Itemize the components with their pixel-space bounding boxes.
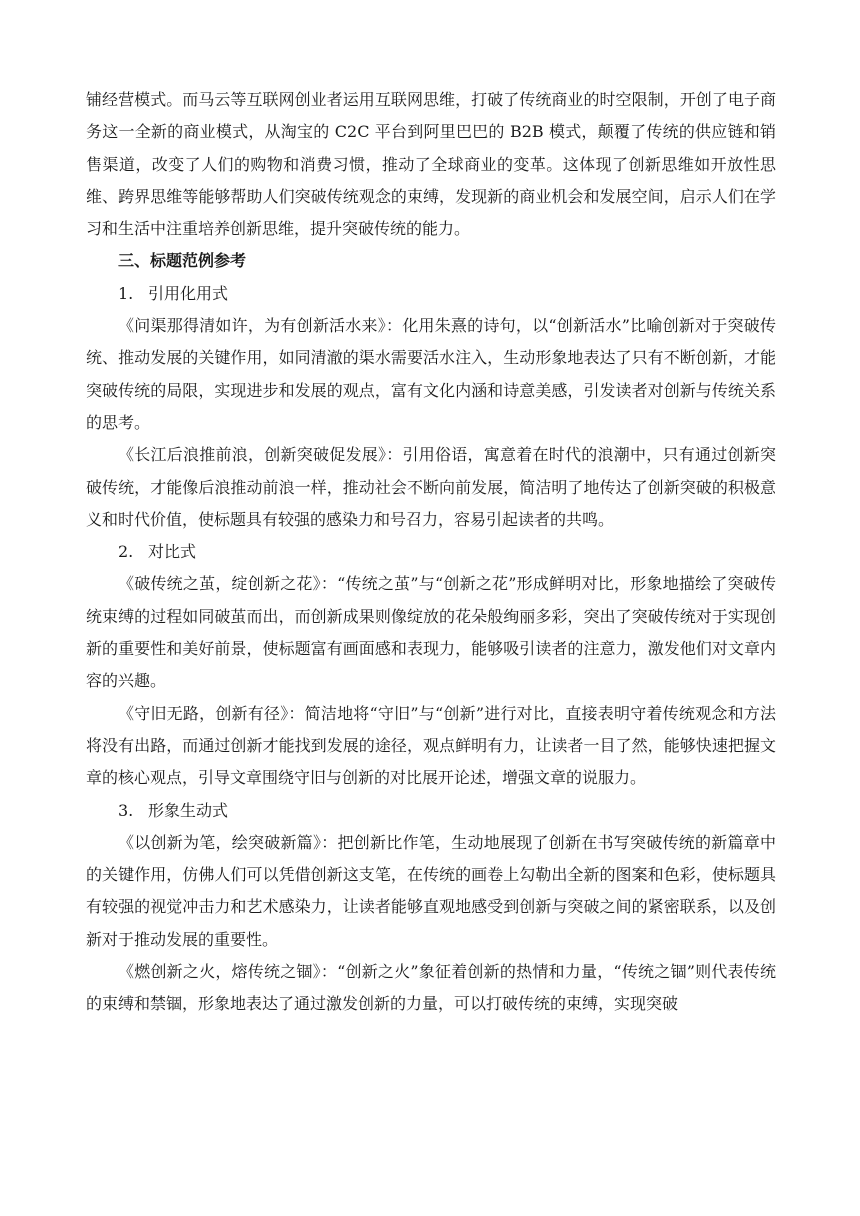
paragraph: 《燃创新之火，熔传统之锢》：“创新之火”象征着创新的热情和力量，“传统之锢”则代表传统的束缚和禁锢，形象地表达了通过激发创新的力量，可以打破传统的束缚，实现突破	[86, 962, 776, 1014]
document-page	[86, 84, 776, 1021]
subsection-title: 引用化用式	[148, 283, 229, 303]
subsection-number: 1.	[118, 283, 134, 303]
paragraph: 《问渠那得清如许，为有创新活水来》：化用朱熹的诗句，以“创新活水”比喻创新对于突破传统、推动发展的关键作用，如同清澈的渠水需要活水注入，生动形象地表达了只有不断创新，才能突破传统的局限，实现进步和发展的观点，富有文化内涵和诗意美感，引发读者对创新与传统关系的思考。	[86, 316, 776, 432]
section-heading: 三、标题范例参考	[118, 251, 247, 271]
subsection-heading	[86, 536, 776, 568]
subsection-title: 对比式	[148, 542, 197, 562]
paragraph: 《守旧无路，创新有径》：简洁地将“守旧”与“创新”进行对比，直接表明守着传统观念和方法将没有出路，而通过创新才能找到发展的途径，观点鲜明有力，让读者一目了然，能够快速把握文章的核心观点，引导文章围绕守旧与创新的对比展开论述，增强文章的说服力。	[86, 703, 776, 788]
subsection-number: 2.	[118, 542, 134, 562]
subsection-number: 3.	[118, 800, 134, 820]
subsection-title: 形象生动式	[148, 800, 229, 820]
paragraph: 铺经营模式。而马云等互联网创业者运用互联网思维，打破了传统商业的时空限制，开创了电子商务这一全新的商业模式，从淘宝的 C2C 平台到阿里巴巴的 B2B 模式，颠覆了传统的供应链和销售渠道，改变了人们的购物和消费习惯，推动了全球商业的变革。这体现了创新思维如开放性思维、跨界思维等能够帮助人们突破传统观念的束缚，发现新的商业机会和发展空间，启示人们在学习和生活中注重培养创新思维，提升突破传统的能力。	[86, 90, 776, 239]
paragraph: 《破传统之茧，绽创新之花》：“传统之茧”与“创新之花”形成鲜明对比，形象地描绘了突破传统束缚的过程如同破茧而出，而创新成果则像绽放的花朵般绚丽多彩，突出了突破传统对于实现创新的重要性和美好前景，使标题富有画面感和表现力，能够吸引读者的注意力，激发他们对文章内容的兴趣。	[86, 574, 776, 691]
subsection-heading	[86, 795, 776, 827]
subsection-heading	[86, 278, 776, 310]
paragraph: 《以创新为笔，绘突破新篇》：把创新比作笔，生动地展现了创新在书写突破传统的新篇章中的关键作用，仿佛人们可以凭借创新这支笔，在传统的画卷上勾勒出全新的图案和色彩，使标题具有较强的视觉冲击力和艺术感染力，让读者能够直观地感受到创新与突破之间的紧密联系，以及创新对于推动发展的重要性。	[86, 832, 776, 949]
paragraph: 《长江后浪推前浪，创新突破促发展》：引用俗语，寓意着在时代的浪潮中，只有通过创新突破传统，才能像后浪推动前浪一样，推动社会不断向前发展，简洁明了地传达了创新突破的积极意义和时代价值，使标题具有较强的感染力和号召力，容易引起读者的共鸣。	[86, 445, 776, 529]
